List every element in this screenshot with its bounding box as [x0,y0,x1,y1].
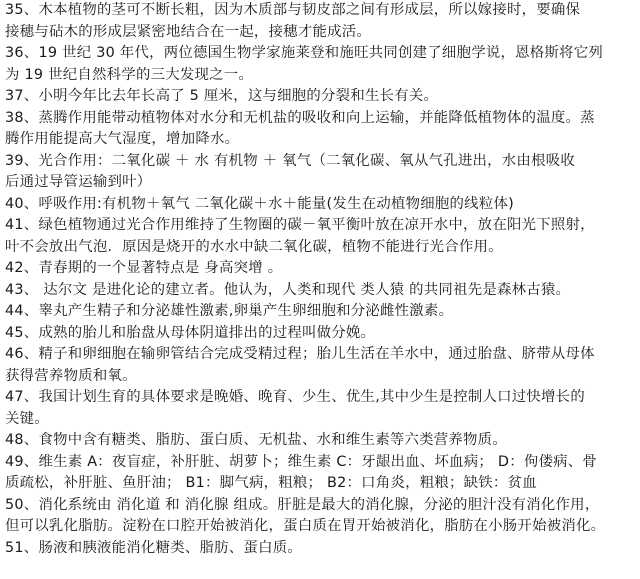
numbered-item [5,108,635,151]
text-line: 47、我国计划生育的具体要求是晚婚、晚育、少生、优生,其中少生是控制人口过快增长的 [5,389,585,405]
text-line: 44、睾丸产生精子和分泌雄性激素,卵巢产生卵细胞和分泌雌性激素。 [5,303,454,319]
numbered-item [5,258,635,280]
text-line: 接穗与砧木的形成层紧密地结合在一起，接穗才能成活。 [5,23,372,40]
document-body [5,0,635,559]
text-line: 39、光合作用：二氧化碳 ＋ 水 有机物 ＋ 氧气（二氧化碳、氧从气孔进出，水由根吸收 [5,152,575,169]
text-line: 48、食物中含有糖类、脂肪、蛋白质、无机盐、水和维生素等六类营养物质。 [5,432,507,448]
numbered-item [5,280,635,302]
numbered-item [5,495,635,560]
text-line: 为 19 世纪自然科学的三大发现之一。 [5,66,254,83]
text-line: 关键。 [5,410,49,427]
numbered-item [5,301,635,323]
text-line: 37、小明今年比去年长高了 5 厘米，这与细胞的分裂和生长有关。 [5,88,439,104]
text-line: 51、肠液和胰液能消化糖类、脂肪、蛋白质。 [5,539,302,556]
text-line: 45、成熟的胎儿和胎盘从母体阴道排出的过程叫做分娩。 [5,324,376,341]
text-line: 46、精子和卵细胞在输卵管结合完成受精过程；胎儿生活在羊水中，通过胎盘、脐带从母体 [5,346,595,362]
text-line: 35、木本植物的茎可不断长粗，因为木质部与韧皮部之间有形成层，所以嫁接时，要确保 [5,2,581,18]
text-line: 40、呼吸作用:有机物＋氧气 二氧化碳＋水＋能量(发生在动植物细胞的线粒体) [5,195,514,212]
numbered-item [5,323,635,345]
text-line: 36、19 世纪 30 年代，两位德国生物学家施莱登和施旺共同创建了细胞学说，恩格斯将它列 [5,45,603,61]
numbered-item [5,43,635,86]
text-line: 获得营养物质和氧。 [5,367,137,384]
text-line: 43、 达尔文 是进化论的建立者。他认为，人类和现代 类人猿 的共同祖先是森林古猿。 [5,281,571,298]
numbered-item [5,86,635,108]
text-line: 但可以乳化脂肪。淀粉在口腔开始被消化，蛋白质在胃开始被消化，脂肪在小肠开始被消化。 [5,518,606,534]
text-line: 叶不会放出气泡．原因是烧开的水水中缺二氧化碳，植物不能进行光合作用。 [5,238,503,255]
numbered-item [5,151,635,194]
text-line: 50、消化系统由 消化道 和 消化腺 组成。肝脏是最大的消化腺，分泌的胆汁没有消化作用， [5,496,600,513]
text-line: 41、绿色植物通过光合作用维持了生物圈的碳－氧平衡叶放在凉开水中，放在阳光下照射， [5,217,595,233]
text-line: 后通过导管运输到叶） [5,174,152,190]
text-line: 49、维生素 A：夜盲症，补肝脏、胡萝卜；维生素 C：牙龈出血、坏血病； D：佝偻病、骨 [5,453,598,470]
numbered-item [5,430,635,452]
numbered-item [5,344,635,387]
numbered-item [5,452,635,495]
text-line: 质疏松，补肝脏、鱼肝油； B1：脚气病，粗粮； B2：口角炎，粗粮；缺铁：贫血 [5,475,537,491]
numbered-item [5,387,635,430]
text-line: 腾作用能提高大气湿度，增加降水。 [5,131,240,147]
text-line: 42、青春期的一个显著特点是 身高突增 。 [5,260,283,276]
text-line: 38、蒸腾作用能带动植物体对水分和无机盐的吸收和向上运输，并能降低植物体的温度。蒸 [5,109,595,126]
numbered-item [5,215,635,258]
numbered-item [5,0,635,43]
numbered-item [5,194,635,216]
